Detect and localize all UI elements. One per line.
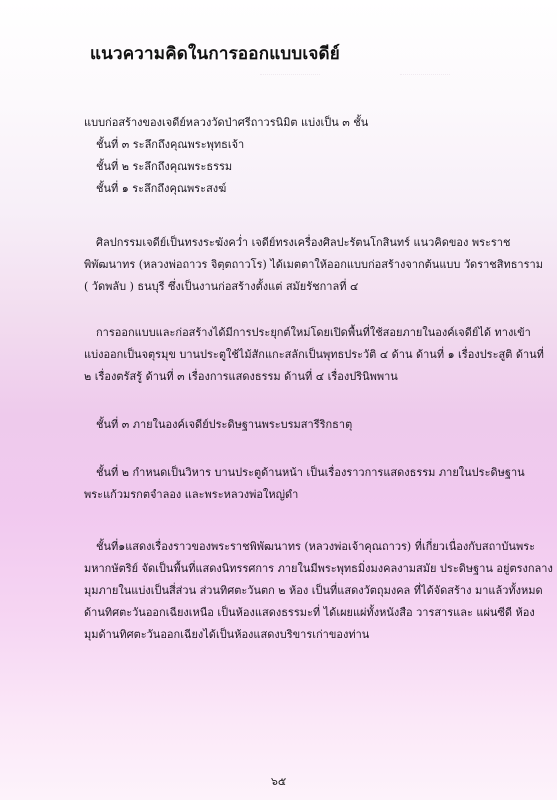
paragraph-line: ชั้นที่ ๒ กำหนดเป็นวิหาร บานประตูด้านหน้า เป็นเรื่องราวการแสดงธรรม ภายในประดิษฐาน	[96, 466, 525, 479]
paragraph-line: ศิลปกรรมเจดีย์เป็นทรงระฆังคว่ำ เจดีย์ทรงเครื่องศิลปะรัตนโกสินทร์ แนวคิดของ พระราช	[96, 236, 511, 249]
tier-line: ชั้นที่ ๓ ระลึกถึงคุณพระพุทธเจ้า	[96, 138, 245, 151]
paragraph-line: พิพัฒนาทร (หลวงพ่อถาวร จิตฺตถาวโร) ได้เมตตาให้ออกแบบก่อสร้างจากต้นแบบ วัดราชสิทธาราม	[84, 258, 543, 271]
paragraph-line: ด้านทิศตะวันออกเฉียงเหนือ เป็นห้องแสดงธรรมะที่ ได้เผยแผ่ทั้งหนังสือ วารสารและ แผ่นซีดี ห้อง	[84, 606, 535, 619]
intro-lead: แบบก่อสร้างของเจดีย์หลวงวัดป่าศรีถาวรนิมิต แบ่งเป็น ๓ ชั้น	[84, 116, 369, 129]
faint-bleed-through-mark	[260, 66, 320, 75]
paragraph-line: ๒ เรื่องตรัสรู้ ด้านที่ ๓ เรื่องการแสดงธรรม ด้านที่ ๔ เรื่องปรินิพพาน	[84, 370, 398, 383]
paragraph-line: ( วัดพลับ ) ธนบุรี ซึ่งเป็นงานก่อสร้างตั้งแต่ สมัยรัชกาลที่ ๔	[84, 280, 359, 293]
faint-bleed-through-mark	[400, 66, 450, 75]
paragraph-line: มุมด้านทิศตะวันออกเฉียงได้เป็นห้องแสดงบริขารเก่าของท่าน	[84, 628, 370, 641]
paragraph-line: มุมภายในแบ่งเป็นสี่ส่วน ส่วนทิศตะวันตก ๒ ห้อง เป็นที่แสดงวัตถุมงคล ที่ได้จัดสร้าง มาแล้วทั้งหมด	[84, 584, 543, 597]
paragraph-line: ชั้นที่ ๓ ภายในองค์เจดีย์ประดิษฐานพระบรมสารีริกธาตุ	[96, 418, 353, 431]
paragraph-line: แบ่งออกเป็นจตุรมุข บานประตูใช้ไม้สักแกะสลักเป็นพุทธประวัติ ๔ ด้าน ด้านที่ ๑ เรื่องประสูติ ด้านที่	[84, 348, 544, 361]
paragraph-line: พระแก้วมรกตจำลอง และพระหลวงพ่อใหญ่ดำ	[84, 488, 299, 501]
paragraph-line: ชั้นที่๑แสดงเรื่องราวของพระราชพิพัฒนาทร (หลวงพ่อเจ้าคุณถาวร) ที่เกี่ยวเนื่องกับสถาบันพระ	[96, 540, 536, 553]
tier-line: ชั้นที่ ๒ ระลึกถึงคุณพระธรรม	[96, 160, 233, 173]
page-title: แนวความคิดในการออกแบบเจดีย์	[90, 44, 340, 64]
paragraph-line: มหากษัตริย์ จัดเป็นพื้นที่แสดงนิทรรศการ ภายในมีพระพุทธมิ่งมงคลงามสมัย ประดิษฐาน อยู่ตรงกลาง	[84, 562, 553, 575]
paragraph-line: การออกแบบและก่อสร้างได้มีการประยุกต์ใหม่โดยเปิดพื้นที่ใช้สอยภายในองค์เจดีย์ได้ ทางเข้า	[96, 326, 531, 339]
page-number: ๖๕	[270, 775, 287, 788]
tier-line: ชั้นที่ ๑ ระลึกถึงคุณพระสงฆ์	[96, 182, 227, 195]
